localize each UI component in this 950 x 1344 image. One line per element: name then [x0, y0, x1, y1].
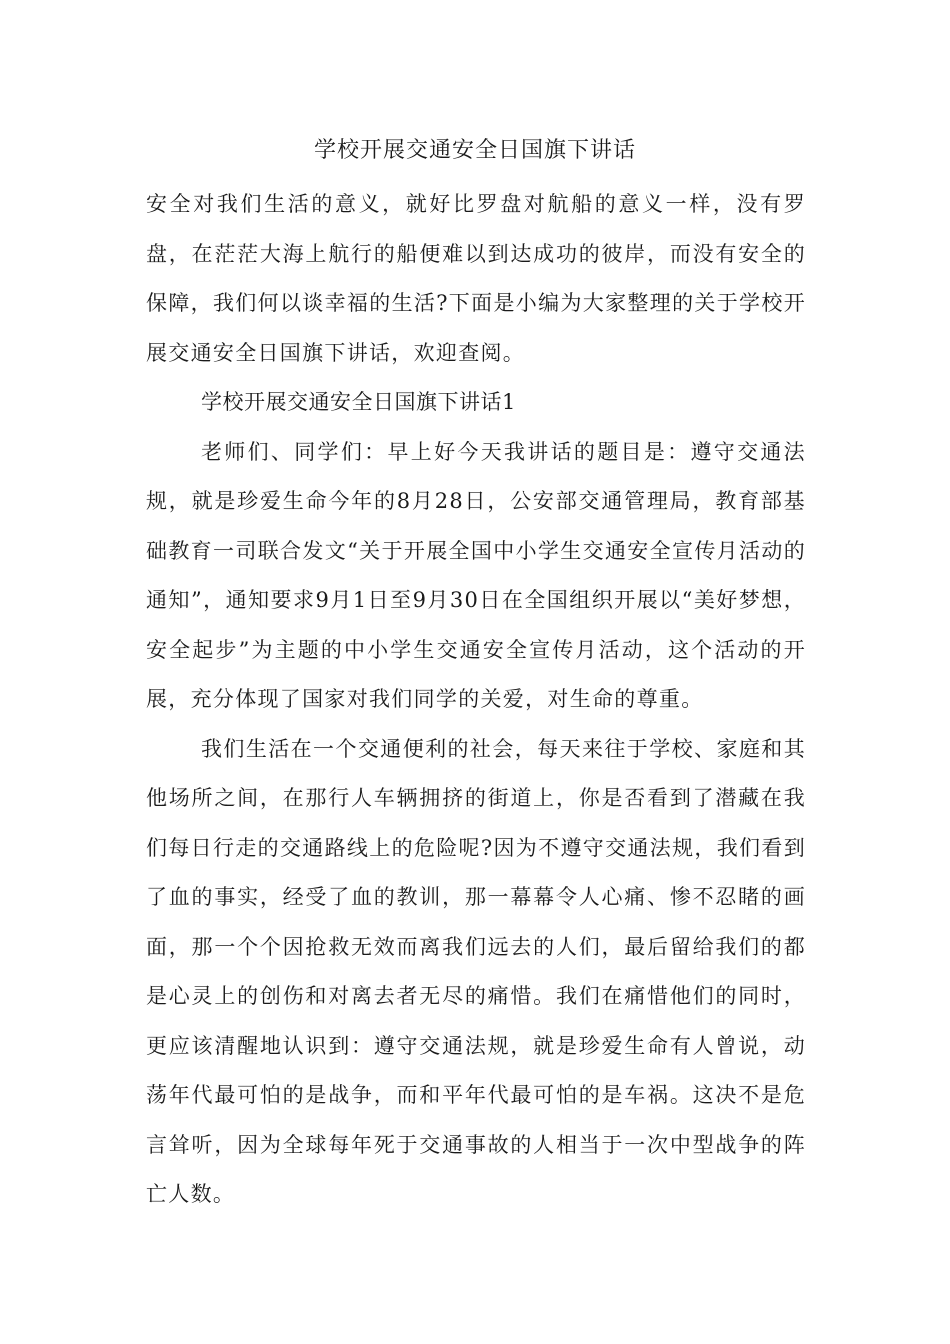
document-title: 学校开展交通安全日国旗下讲话: [313, 138, 636, 163]
section-heading: 学校开展交通安全日国旗下讲话1: [201, 390, 516, 414]
body-paragraph: 老师们、同学们：早上好今天我讲话的题目是：遵守交通法规，就是珍爱生命今年的8月28日，公安部交通管理局，教育部基础教育一司联合发文“关于开展全国中小学生交通安全宣传月活动的通知”，通知要求9月1日至9月30日在全国组织开展以“美好梦想，安全起步”为主题的中小学生交通安全宣传月活动，这个活动的开展，充分体现了国家对我们同学的关爱，对生命的尊重。: [146, 439, 806, 711]
body-paragraph: 我们生活在一个交通便利的社会，每天来往于学校、家庭和其他场所之间，在那行人车辆拥挤的街道上，你是否看到了潜藏在我们每日行走的交通路线上的危险呢?因为不遵守交通法规，我们看到了血的事实，经受了血的教训，那一幕幕令人心痛、惨不忍睹的画面，那一个个因抢救无效而离我们远去的人们，最后留给我们的都是心灵上的创伤和对离去者无尽的痛惜。我们在痛惜他们的同时，更应该清醒地认识到：遵守交通法规，就是珍爱生命有人曾说，动荡年代最可怕的是战争，而和平年代最可怕的是车祸。这决不是危言耸听，因为全球每年死于交通事故的人相当于一次中型战争的阵亡人数。: [146, 736, 806, 1206]
document-body: [146, 180, 806, 1220]
intro-paragraph: 安全对我们生活的意义，就好比罗盘对航船的意义一样，没有罗盘，在茫茫大海上航行的船便难以到达成功的彼岸，而没有安全的保障，我们何以谈幸福的生活?下面是小编为大家整理的关于学校开展交通安全日国旗下讲话，欢迎查阅。: [146, 192, 806, 365]
